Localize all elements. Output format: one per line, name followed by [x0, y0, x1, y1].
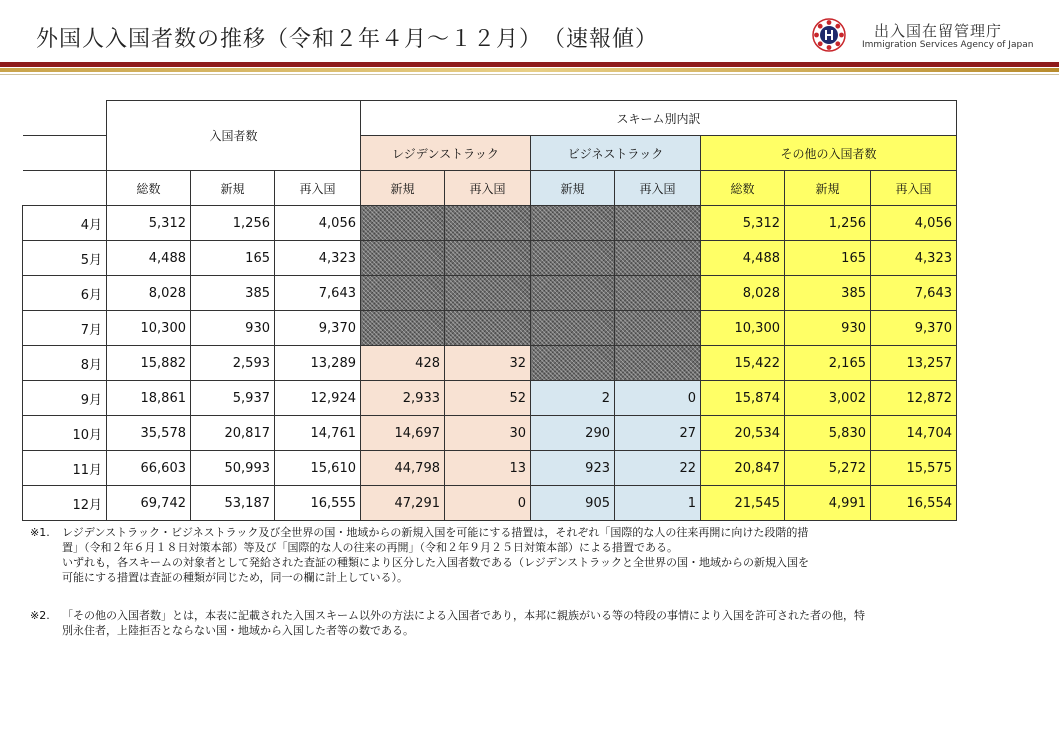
cell-not-applicable: [615, 276, 701, 311]
cell-total: 8,028: [107, 276, 191, 311]
table-row: [23, 311, 957, 346]
cell-total: 15,882: [107, 346, 191, 381]
cell-total: 10,300: [107, 311, 191, 346]
header-band-red: [0, 62, 1059, 67]
col-reentry: 再入国: [275, 171, 361, 206]
table-row: [23, 206, 957, 241]
cell-oth-new: 5,830: [785, 416, 871, 451]
cell-oth-new: 4,991: [785, 486, 871, 521]
cell-biz-re: 1: [615, 486, 701, 521]
table-row: [23, 276, 957, 311]
note-1-line-1: レジデンストラック・ビジネストラック及び全世界の国・地域からの新規入国を可能にする措置は，それぞれ「国際的な人の往来再開に向けた段階的措: [62, 526, 809, 539]
row-month: 9月: [23, 381, 107, 416]
cell-total: 35,578: [107, 416, 191, 451]
cell-res-new: 14,697: [361, 416, 445, 451]
cell-oth-new: 165: [785, 241, 871, 276]
row-month: 8月: [23, 346, 107, 381]
cell-total: 69,742: [107, 486, 191, 521]
cell-reentry: 4,056: [275, 206, 361, 241]
cell-biz-re: 27: [615, 416, 701, 451]
agency-name-en: Immigration Services Agency of Japan: [862, 40, 1034, 50]
row-month: 11月: [23, 451, 107, 486]
note-1-line-3: いずれも，各スキームの対象者として発給された査証の種類により区分した入国者数である（レジデンストラックと全世界の国・地域からの新規入国を: [62, 556, 809, 569]
cell-oth-re: 14,704: [871, 416, 957, 451]
table-row: [23, 241, 957, 276]
cell-biz-new: 923: [531, 451, 615, 486]
table-row: [23, 416, 957, 451]
cell-oth-new: 930: [785, 311, 871, 346]
cell-new: 20,817: [191, 416, 275, 451]
cell-oth-re: 15,575: [871, 451, 957, 486]
cell-oth-re: 9,370: [871, 311, 957, 346]
cell-total: 5,312: [107, 206, 191, 241]
cell-not-applicable: [361, 206, 445, 241]
cell-res-re: 13: [445, 451, 531, 486]
cell-new: 385: [191, 276, 275, 311]
cell-oth-total: 20,847: [701, 451, 785, 486]
cell-new: 930: [191, 311, 275, 346]
cell-new: 5,937: [191, 381, 275, 416]
cell-new: 50,993: [191, 451, 275, 486]
note-1-line-2: 置」（令和２年６月１８日対策本部）等及び「国際的な人の往来の再開」（令和２年９月２５日対策本部）による措置である。: [62, 541, 678, 554]
col-oth-reentry: 再入国: [871, 171, 957, 206]
note-1-mark: ※1.: [30, 526, 50, 539]
cell-oth-total: 5,312: [701, 206, 785, 241]
cell-not-applicable: [531, 311, 615, 346]
cell-not-applicable: [531, 346, 615, 381]
cell-biz-new: 2: [531, 381, 615, 416]
row-month: 7月: [23, 311, 107, 346]
cell-oth-total: 20,534: [701, 416, 785, 451]
cell-oth-re: 4,056: [871, 206, 957, 241]
cell-not-applicable: [615, 346, 701, 381]
cell-reentry: 16,555: [275, 486, 361, 521]
cell-reentry: 4,323: [275, 241, 361, 276]
col-new: 新規: [191, 171, 275, 206]
table-body: [23, 206, 957, 521]
cell-not-applicable: [615, 206, 701, 241]
cell-res-new: 2,933: [361, 381, 445, 416]
cell-not-applicable: [445, 311, 531, 346]
table-row: [23, 486, 957, 521]
cell-oth-total: 10,300: [701, 311, 785, 346]
cell-not-applicable: [531, 276, 615, 311]
cell-total: 18,861: [107, 381, 191, 416]
cell-oth-re: 4,323: [871, 241, 957, 276]
row-month: 10月: [23, 416, 107, 451]
cell-res-re: 32: [445, 346, 531, 381]
cell-total: 4,488: [107, 241, 191, 276]
cell-res-new: 428: [361, 346, 445, 381]
cell-oth-re: 13,257: [871, 346, 957, 381]
cell-reentry: 14,761: [275, 416, 361, 451]
row-month: 4月: [23, 206, 107, 241]
cell-oth-total: 15,422: [701, 346, 785, 381]
cell-not-applicable: [531, 206, 615, 241]
col-oth-new: 新規: [785, 171, 871, 206]
cell-not-applicable: [531, 241, 615, 276]
note-1-line-4: 可能にする措置は査証の種類が同じため，同一の欄に計上している）。: [62, 571, 409, 584]
table-corner: [23, 101, 107, 136]
cell-reentry: 15,610: [275, 451, 361, 486]
cell-oth-new: 5,272: [785, 451, 871, 486]
cell-res-new: 47,291: [361, 486, 445, 521]
cell-res-re: 0: [445, 486, 531, 521]
cell-not-applicable: [615, 311, 701, 346]
cell-oth-re: 16,554: [871, 486, 957, 521]
cell-reentry: 7,643: [275, 276, 361, 311]
cell-oth-new: 385: [785, 276, 871, 311]
note-2-line-1: 「その他の入国者数」とは，本表に記載された入国スキーム以外の方法による入国者であり，本邦に親族がいる等の特段の事情により入国を許可された者の他，特: [62, 609, 865, 622]
row-month: 5月: [23, 241, 107, 276]
row-month: 6月: [23, 276, 107, 311]
cell-reentry: 9,370: [275, 311, 361, 346]
cell-new: 1,256: [191, 206, 275, 241]
col-biz-reentry: 再入国: [615, 171, 701, 206]
cell-new: 53,187: [191, 486, 275, 521]
cell-oth-total: 15,874: [701, 381, 785, 416]
cell-oth-new: 3,002: [785, 381, 871, 416]
header-business-track: ビジネストラック: [531, 136, 701, 171]
cell-biz-re: 0: [615, 381, 701, 416]
table-corner-3: [23, 171, 107, 206]
cell-res-re: 30: [445, 416, 531, 451]
cell-oth-re: 7,643: [871, 276, 957, 311]
cell-reentry: 12,924: [275, 381, 361, 416]
row-month: 12月: [23, 486, 107, 521]
cell-not-applicable: [361, 311, 445, 346]
col-biz-new: 新規: [531, 171, 615, 206]
cell-oth-total: 4,488: [701, 241, 785, 276]
cell-oth-new: 2,165: [785, 346, 871, 381]
cell-not-applicable: [445, 276, 531, 311]
header-entrants: 入国者数: [107, 101, 361, 171]
cell-not-applicable: [445, 206, 531, 241]
cell-biz-new: 905: [531, 486, 615, 521]
header-residence-track: レジデンストラック: [361, 136, 531, 171]
cell-res-re: 52: [445, 381, 531, 416]
table-row: [23, 451, 957, 486]
page-title: 外国人入国者数の推移（令和２年４月～１２月） （速報値）: [36, 27, 659, 52]
agency-name-jp: 出入国在留管理庁: [874, 22, 1003, 40]
cell-oth-total: 8,028: [701, 276, 785, 311]
header-band-line: [0, 74, 1059, 75]
cell-biz-new: 290: [531, 416, 615, 451]
entrants-table: [22, 100, 957, 521]
col-res-reentry: 再入国: [445, 171, 531, 206]
table-row: [23, 346, 957, 381]
cell-reentry: 13,289: [275, 346, 361, 381]
note-2: [30, 608, 950, 638]
cell-new: 2,593: [191, 346, 275, 381]
cell-biz-re: 22: [615, 451, 701, 486]
cell-res-new: 44,798: [361, 451, 445, 486]
agency-logo-block: [812, 16, 1052, 56]
header-other-entrants: その他の入国者数: [701, 136, 957, 171]
table-corner-2: [23, 136, 107, 171]
cell-oth-new: 1,256: [785, 206, 871, 241]
agency-seal-icon: [812, 18, 846, 52]
cell-not-applicable: [445, 241, 531, 276]
col-total: 総数: [107, 171, 191, 206]
note-2-mark: ※2.: [30, 609, 50, 622]
cell-not-applicable: [361, 241, 445, 276]
note-1: [30, 525, 950, 585]
cell-oth-re: 12,872: [871, 381, 957, 416]
col-res-new: 新規: [361, 171, 445, 206]
cell-total: 66,603: [107, 451, 191, 486]
note-2-line-2: 別永住者，上陸拒否とならない国・地域から入国した者等の数である。: [62, 624, 414, 637]
header-scheme-breakdown: スキーム別内訳: [361, 101, 957, 136]
cell-new: 165: [191, 241, 275, 276]
col-oth-total: 総数: [701, 171, 785, 206]
table-row: [23, 381, 957, 416]
cell-not-applicable: [615, 241, 701, 276]
cell-oth-total: 21,545: [701, 486, 785, 521]
cell-not-applicable: [361, 276, 445, 311]
header-band-gold: [0, 68, 1059, 72]
